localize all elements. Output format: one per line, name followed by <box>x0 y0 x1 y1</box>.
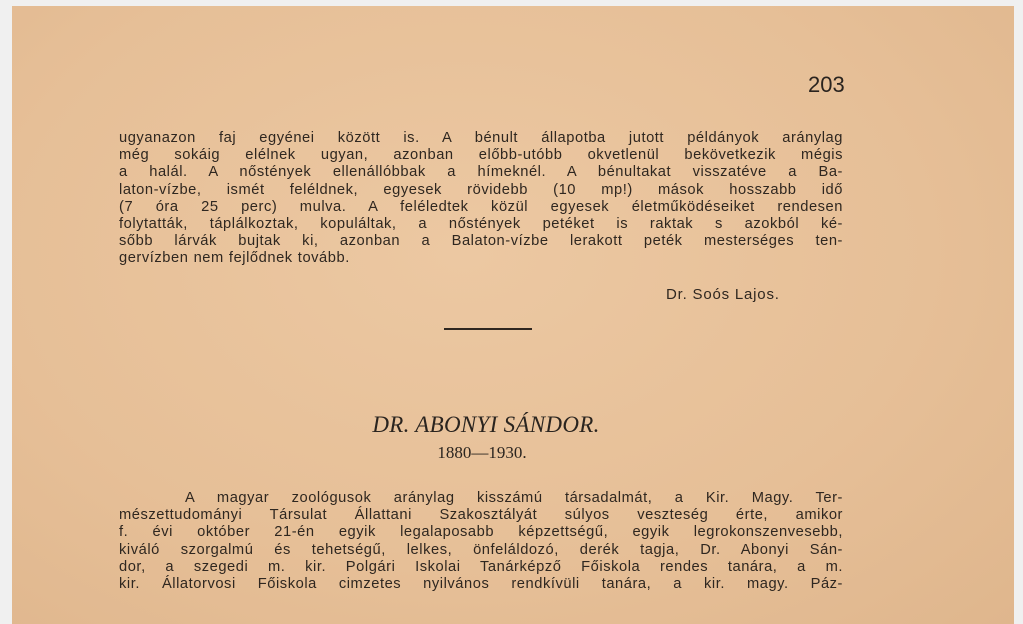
text-line: kir. Állatorvosi Főiskola cimzetes nyilvános rendkívüli tanára, a kir. magy. Páz- <box>119 576 843 593</box>
text-line: ugyanazon faj egyénei között is. A bénult állapotba jutott példányok aránylag <box>119 130 843 146</box>
document-page <box>12 6 1014 624</box>
text-line: még sokáig elélnek ugyan, azonban előbb-utóbb okvetlenül bekövetkezik mégis <box>119 147 843 164</box>
text-line: folytatták, táplálkoztak, kopuláltak, a nőstények petéket is raktak s azokból ké- <box>119 216 843 233</box>
text-line: laton-vízbe, ismét feléldnek, egyesek rövidebb (10 mp!) mások hosszabb idő <box>119 181 843 198</box>
text-line: sőbb lárvák bujtak ki, azonban a Balaton-vízbe lerakott peték mesterséges ten- <box>119 233 843 250</box>
obituary-dates-text: 1880—1930. <box>437 443 527 462</box>
text-line: f. évi október 21-én egyik legalaposabb képzettségű, egyik legrokonszenvesebb, <box>119 524 843 541</box>
author-signature: Dr. Soós Lajos. <box>666 286 780 303</box>
obituary-title <box>12 412 1014 438</box>
text-line: a halál. A nőstények ellenállóbbak a hímeknél. A bénultakat visszatéve a Ba- <box>119 164 843 181</box>
text-line: (7 óra 25 perc) mulva. A feléledtek közül egyesek életműködéseiket rendesen <box>119 198 843 215</box>
obituary-dates <box>12 443 1014 463</box>
obituary-paragraph <box>119 490 843 593</box>
article-paragraph <box>119 130 843 268</box>
text-line: mészettudományi Társulat Állattani Szakosztályát súlyos veszteség érte, amikor <box>119 507 843 524</box>
text-line: gervízben nem fejlődnek tovább. <box>119 250 350 267</box>
obituary-title-text: DR. ABONYI SÁNDOR. <box>372 412 600 437</box>
text-line: dor, a szegedi m. kir. Polgári Iskolai Tanárképző Főiskola rendes tanára, a m. <box>119 558 843 575</box>
section-divider <box>444 328 532 330</box>
text-line: A magyar zoológusok aránylag kisszámú társadalmát, a Kir. Magy. Ter- <box>185 490 843 506</box>
page-number: 203 <box>808 72 845 97</box>
text-line: kiváló szorgalmú és tehetségű, lelkes, önfeláldozó, derék tagja, Dr. Abonyi Sán- <box>119 541 843 558</box>
